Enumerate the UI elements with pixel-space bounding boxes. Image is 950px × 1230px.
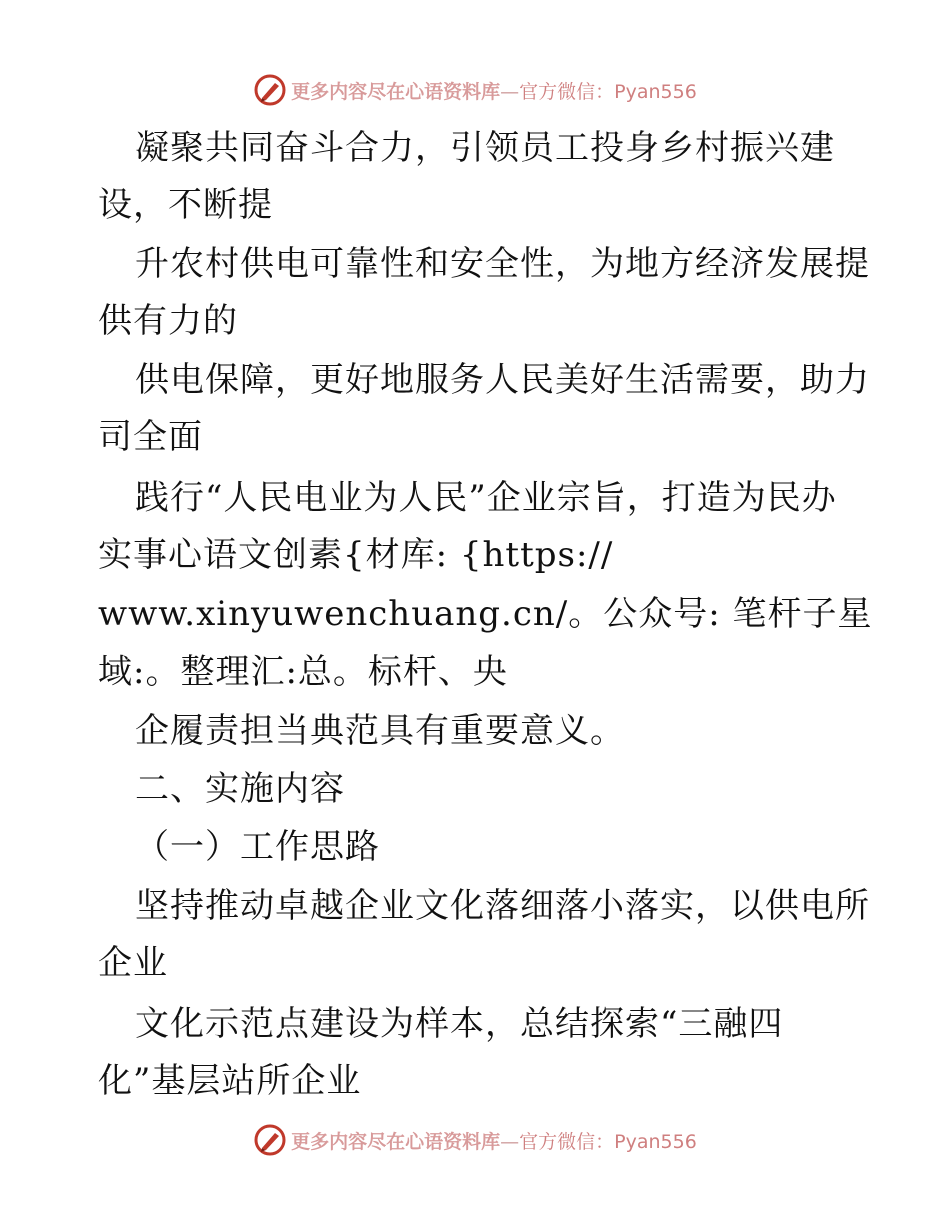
footer-banner-text [291,1127,697,1154]
paragraph-line: 企业 [98,943,168,983]
footer-watermark-banner [0,1122,950,1158]
paragraph-line: 供电保障，更好地服务人民美好生活需要，助力 [135,360,870,400]
header-watermark-banner [0,72,950,108]
footer-banner-title: 更多内容尽在心语资料库 [291,1130,501,1153]
header-banner-title: 更多内容尽在心语资料库 [291,80,501,103]
paragraph-line: 设，不断提 [98,185,273,225]
paragraph-line: 域:。整理汇:总。标杆、央 [98,652,508,692]
paragraph-line: 企履责担当典范具有重要意义。 [135,711,625,751]
paragraph-line: 升农村供电可靠性和安全性，为地方经济发展提 [135,244,870,284]
subsection-heading: （一）工作思路 [135,827,380,867]
paragraph-line: 实事心语文创素{材库: {https:// [98,535,614,575]
pen-logo-icon [253,73,287,107]
header-banner-text [291,77,697,104]
paragraph-line: 践行“人民电业为人民”企业宗旨，打造为民办 [135,478,837,518]
paragraph-line: 供有力的 [98,301,238,341]
pen-logo-icon [253,1123,287,1157]
paragraph-line: 坚持推动卓越企业文化落细落小落实，以供电所 [135,886,870,926]
footer-banner-account: 官方微信：Pyan556 [519,1130,697,1153]
paragraph-line: 化”基层站所企业 [98,1061,362,1101]
paragraph-line: www.xinyuwenchuang.cn/。公众号: 笔杆子星 [98,594,873,634]
header-banner-account: 官方微信：Pyan556 [519,80,697,103]
header-banner-separator: — [500,80,520,103]
section-heading: 二、实施内容 [135,769,345,809]
paragraph-line: 司全面 [98,417,203,457]
footer-banner-separator: — [500,1130,520,1153]
paragraph-line: 文化示范点建设为样本，总结探索“三融四 [135,1004,784,1044]
paragraph-line: 凝聚共同奋斗合力，引领员工投身乡村振兴建 [135,128,835,168]
